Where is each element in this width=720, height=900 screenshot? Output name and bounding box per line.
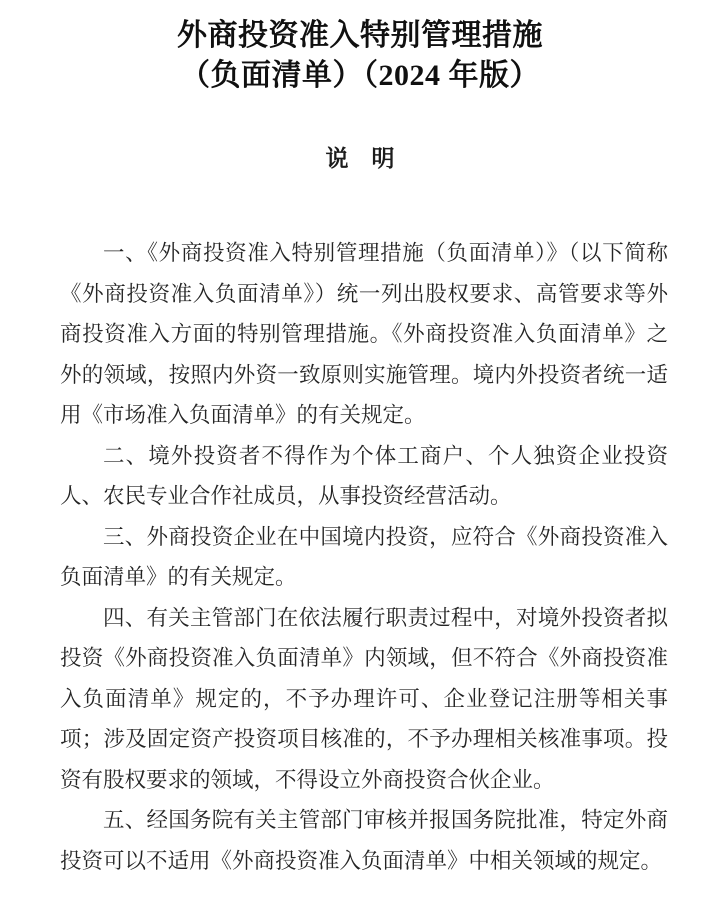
paragraph-2: 二、境外投资者不得作为个体工商户、个人独资企业投资人、农民专业合作社成员，从事投资经营活动。 [60, 443, 668, 508]
title-line-2: （负面清单）（2024 年版） [180, 59, 540, 92]
paragraph-4: 四、有关主管部门在依法履行职责过程中，对境外投资者拟投资《外商投资准入负面清单》内领域，但不符合《外商投资准入负面清单》规定的，不予办理许可、企业登记注册等相关事项；涉及固定资产投资项目核准的，不予办理相关核准事项。投资有股权要求的领域，不得设立外商投资合伙企业。 [60, 605, 668, 792]
paragraph-1: 一、《外商投资准入特别管理措施（负面清单）》（以下简称《外商投资准入负面清单》）统一列出股权要求、高管要求等外商投资准入方面的特别管理措施。《外商投资准入负面清单》之外的领域，按照内外资一致原则实施管理。境内外投资者统一适用《市场准入负面清单》的有关规定。 [60, 241, 668, 427]
paragraph-3: 三、外商投资企业在中国境内投资，应符合《外商投资准入负面清单》的有关规定。 [60, 524, 668, 589]
paragraph-5: 五、经国务院有关主管部门审核并报国务院批准，特定外商投资可以不适用《外商投资准入负面清单》中相关领域的规定。 [60, 808, 668, 873]
document-body [60, 233, 668, 881]
document-title [0, 16, 720, 96]
section-heading: 说 明 [325, 145, 395, 171]
title-line-1: 外商投资准入特别管理措施 [177, 19, 543, 52]
